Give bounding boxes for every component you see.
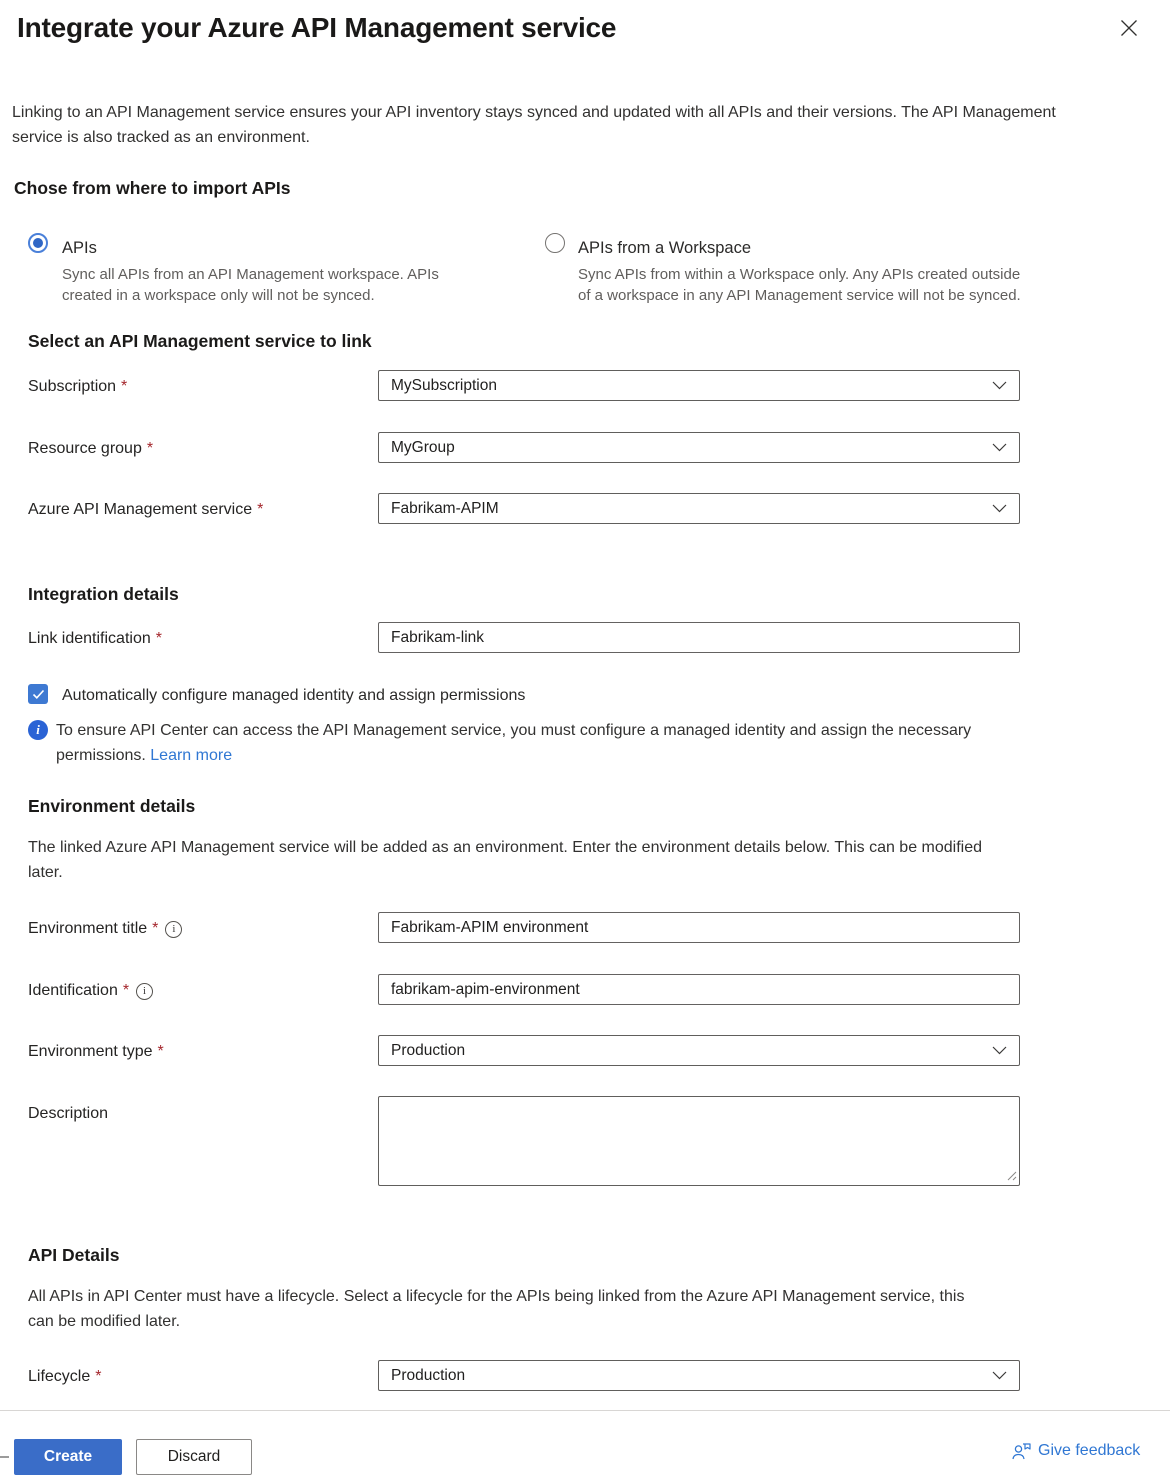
link-identification-input[interactable] [378, 622, 1020, 653]
learn-more-link[interactable]: Learn more [150, 747, 233, 764]
service-section-heading: Select an API Management service to link [28, 331, 372, 351]
lifecycle-label: Lifecycle * [28, 1368, 102, 1385]
integration-section-heading: Integration details [28, 584, 179, 604]
environment-title-input[interactable] [378, 912, 1020, 943]
close-button[interactable] [1115, 14, 1143, 42]
chevron-down-icon [992, 381, 1007, 390]
required-asterisk: * [146, 440, 154, 457]
info-tooltip-icon[interactable]: i [136, 983, 153, 1000]
environment-section-heading: Environment details [28, 796, 196, 816]
radio-apis-workspace-label[interactable]: APIs from a Workspace [578, 239, 752, 257]
radio-apis-workspace-description: Sync APIs from within a Workspace only. Any APIs created outside of a workspace in any API Management service will not be synced. [578, 266, 1021, 304]
close-icon [1119, 18, 1139, 38]
api-section-heading: API Details [28, 1245, 120, 1265]
environment-section-description: The linked Azure API Management service will be added as an environment. Enter the environment details below. This can be modified later. [28, 839, 983, 881]
footer-divider [0, 1410, 1170, 1411]
chevron-down-icon [992, 443, 1007, 452]
subscription-dropdown[interactable]: MySubscription [378, 370, 1020, 401]
radio-apis[interactable] [28, 233, 48, 253]
page-title: Integrate your Azure API Management service [17, 12, 617, 43]
link-identification-label: Link identification * [28, 630, 162, 647]
description-label: Description [28, 1105, 109, 1122]
give-feedback-label: Give feedback [1038, 1442, 1141, 1459]
identification-label: Identification * i [28, 982, 153, 1000]
intro-text: Linking to an API Management service ensures your API inventory stays synced and updated with all APIs and their versions. The API Management service is also tracked as an environment. [12, 104, 1056, 146]
radio-apis-workspace[interactable] [545, 233, 565, 253]
left-edge-tick [0, 1456, 9, 1458]
environment-type-label: Environment type * [28, 1043, 164, 1060]
discard-button[interactable]: Discard [136, 1439, 252, 1475]
radio-apis-description: Sync all APIs from an API Management workspace. APIs created in a workspace only will not be synced. [62, 266, 439, 304]
chevron-down-icon [992, 1371, 1007, 1380]
required-asterisk: * [257, 501, 264, 518]
api-section-description: All APIs in API Center must have a lifecycle. Select a lifecycle for the APIs being linked from the Azure API Management service, this can be modified later. [28, 1288, 965, 1330]
feedback-icon [1012, 1443, 1031, 1460]
subscription-label: Subscription * [28, 378, 128, 395]
environment-title-label: Environment title * i [28, 920, 182, 938]
required-asterisk: * [121, 378, 128, 395]
required-asterisk: * [152, 920, 159, 937]
description-field-wrap [378, 1096, 1020, 1186]
required-asterisk: * [122, 982, 130, 999]
resource-group-label: Resource group * [28, 440, 154, 457]
description-textarea[interactable] [378, 1096, 1020, 1186]
apim-service-label: Azure API Management service * [28, 501, 264, 518]
apim-service-dropdown[interactable]: Fabrikam-APIM [378, 493, 1020, 524]
required-asterisk: * [155, 630, 162, 647]
import-section-heading: Chose from where to import APIs [14, 178, 291, 198]
required-asterisk: * [95, 1368, 102, 1385]
give-feedback-link[interactable] [1012, 1442, 1140, 1460]
chevron-down-icon [992, 504, 1007, 513]
lifecycle-dropdown[interactable]: Production [378, 1360, 1020, 1391]
identification-input[interactable] [378, 974, 1020, 1005]
managed-identity-checkbox-label[interactable]: Automatically configure managed identity and assign permissions [62, 687, 526, 704]
managed-identity-info-text: To ensure API Center can access the API Management service, you must configure a managed identity and assign the necessary permissions. Learn more [56, 722, 972, 764]
required-asterisk: * [157, 1043, 164, 1060]
environment-type-dropdown[interactable]: Production [378, 1035, 1020, 1066]
info-icon: i [28, 720, 48, 740]
radio-apis-label[interactable]: APIs [62, 239, 97, 257]
chevron-down-icon [992, 1046, 1007, 1055]
checkmark-icon [32, 689, 45, 700]
create-button[interactable]: Create [14, 1439, 122, 1475]
managed-identity-checkbox[interactable] [28, 684, 48, 704]
resource-group-dropdown[interactable]: MyGroup [378, 432, 1020, 463]
info-tooltip-icon[interactable]: i [165, 921, 182, 938]
